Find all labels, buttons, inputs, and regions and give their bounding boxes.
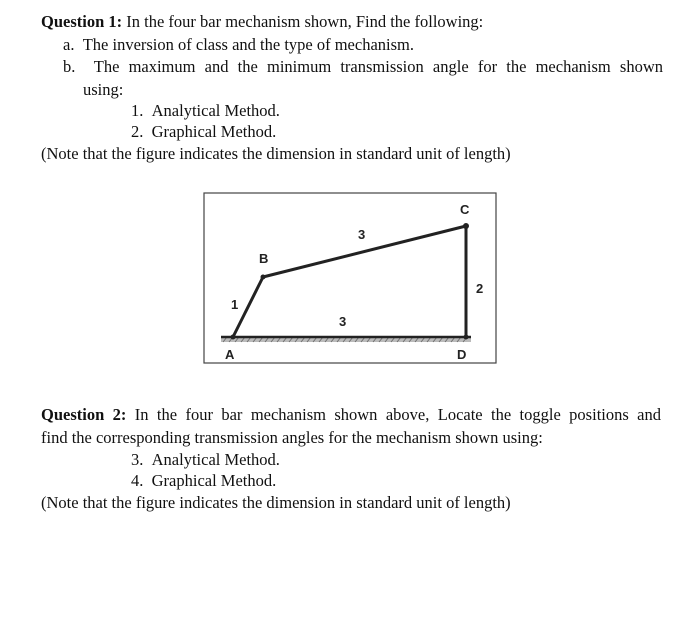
part-b-marker: b. (63, 57, 76, 76)
method-text: Analytical Method. (151, 101, 280, 120)
label-length-bc: 3 (358, 227, 366, 242)
question-2-label: Question 2: (41, 405, 127, 424)
part-a-marker: a. (63, 35, 75, 54)
label-length-ab: 1 (231, 297, 239, 312)
method-text: Analytical Method. (151, 450, 280, 469)
part-b-text: The maximum and the minimum transmission angle for the mechanism shown (93, 57, 663, 76)
label-d: D (457, 347, 467, 362)
question-2-heading (41, 405, 661, 425)
question-2-method-3 (131, 450, 280, 470)
part-b-continuation: using: (83, 80, 124, 99)
joint-c (463, 223, 469, 229)
label-length-ad: 3 (339, 314, 347, 329)
part-a-text: The inversion of class and the type of mechanism. (82, 35, 414, 54)
question-2-note: (Note that the figure indicates the dimension in standard unit of length) (41, 493, 511, 512)
question-2-text: In the four bar mechanism shown above, Locate the toggle positions and (126, 405, 661, 424)
question-2-continuation: find the corresponding transmission angles for the mechanism shown using: (41, 428, 543, 447)
method-text: Graphical Method. (151, 471, 277, 490)
question-1-note: (Note that the figure indicates the dimension in standard unit of length) (41, 144, 511, 163)
method-marker: 3. (131, 450, 144, 469)
label-length-cd: 2 (476, 281, 484, 296)
method-text: Graphical Method. (151, 122, 277, 141)
method-marker: 4. (131, 471, 144, 490)
question-1-method-2 (131, 122, 276, 142)
joint-b (261, 275, 266, 280)
question-1-heading (41, 12, 483, 32)
label-c: C (460, 202, 470, 217)
method-marker: 2. (131, 122, 144, 141)
question-1-label: Question 1: (41, 12, 123, 31)
label-b: B (259, 251, 269, 266)
label-a: A (225, 347, 235, 362)
question-1-part-a (63, 35, 414, 55)
question-1-text: In the four bar mechanism shown, Find the following: (122, 12, 484, 31)
question-2-method-4 (131, 471, 276, 491)
joint-d (464, 335, 469, 340)
four-bar-mechanism-figure (203, 192, 497, 364)
question-1-part-b (63, 57, 663, 77)
joint-a (231, 335, 236, 340)
method-marker: 1. (131, 101, 144, 120)
question-1-method-1 (131, 101, 280, 121)
